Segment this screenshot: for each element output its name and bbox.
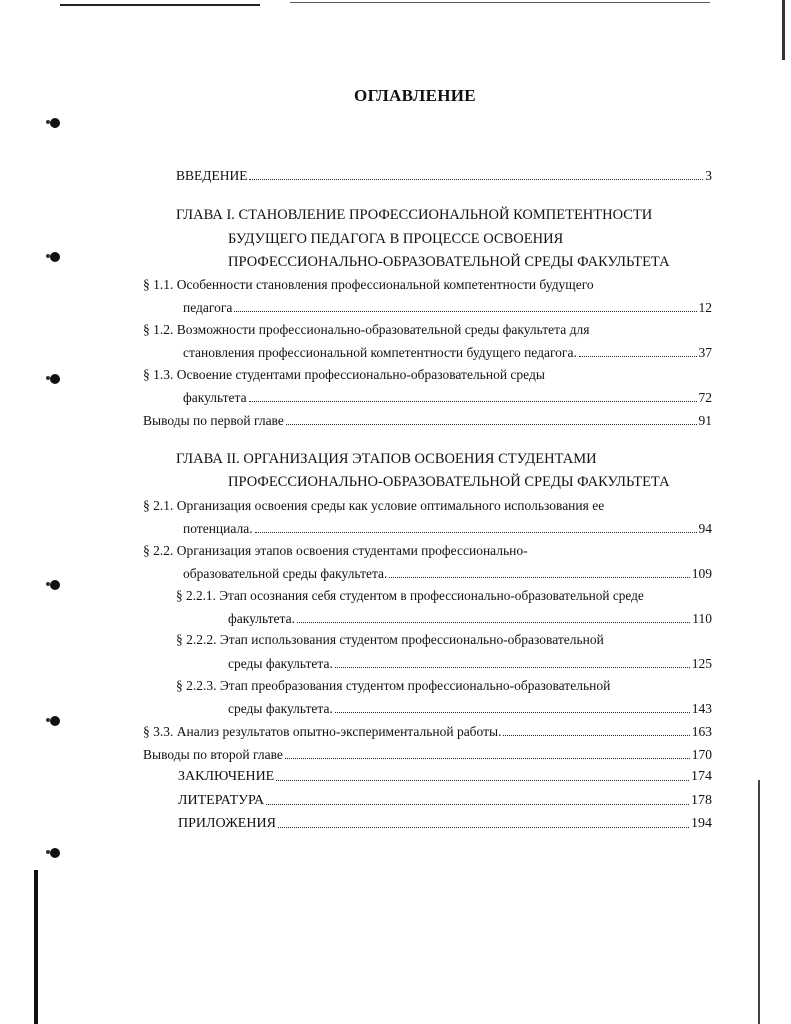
toc-label: педагога xyxy=(183,300,233,315)
toc-page: 125 xyxy=(691,656,712,671)
toc-entry-2-2-3-line1[interactable]: § 2.2.3. Этап преобразования студентом профессионально-образовательной xyxy=(176,678,611,693)
toc-page: 72 xyxy=(698,390,712,405)
toc-leader xyxy=(278,827,689,828)
chapter1-heading-line3: ПРОФЕССИОНАЛЬНО-ОБРАЗОВАТЕЛЬНОЙ СРЕДЫ ФАКУЛЬТЕТА xyxy=(228,254,670,270)
toc-leader xyxy=(389,577,689,578)
toc-label: среды факультета. xyxy=(228,656,333,671)
toc-entry-2-2[interactable] xyxy=(183,566,712,582)
toc-entry-appendices[interactable] xyxy=(178,816,712,832)
toc-leader xyxy=(297,622,690,623)
toc-entry-1-3-line1[interactable]: § 1.3. Освоение студентами профессионально-образовательной среды xyxy=(143,367,545,382)
toc-page: 143 xyxy=(691,701,712,716)
toc-entry-1-1-line1[interactable]: § 1.1. Особенности становления профессиональной компетентности будущего xyxy=(143,277,594,292)
toc-page: 12 xyxy=(698,300,712,315)
toc-label: факультета xyxy=(183,390,247,405)
toc-leader xyxy=(234,311,696,312)
toc-label: ЛИТЕРАТУРА xyxy=(178,793,265,808)
toc-entry-1-1[interactable] xyxy=(183,300,712,316)
toc-entry-2-2-1[interactable] xyxy=(228,611,712,627)
toc-leader xyxy=(255,532,697,533)
toc-leader xyxy=(579,356,697,357)
chapter1-heading-line1: ГЛАВА I. СТАНОВЛЕНИЕ ПРОФЕССИОНАЛЬНОЙ КОМПЕТЕНТНОСТИ xyxy=(176,207,653,223)
toc-entry-2-2-1-line1[interactable]: § 2.2.1. Этап осознания себя студентом в профессионально-образовательной среде xyxy=(176,588,644,603)
toc-leader xyxy=(335,667,690,668)
toc-entry-3-3[interactable] xyxy=(143,724,712,740)
scan-edge-line xyxy=(34,870,38,1024)
chapter1-heading-line2: БУДУЩЕГО ПЕДАГОГА В ПРОЦЕССЕ ОСВОЕНИЯ xyxy=(228,231,564,247)
toc-entry-literature[interactable] xyxy=(178,793,712,809)
toc-entry-1-2-line1[interactable]: § 1.2. Возможности профессионально-образовательной среды факультета для xyxy=(143,322,590,337)
toc-label: ЗАКЛЮЧЕНИЕ xyxy=(178,769,275,784)
toc-entry-conclusions-2[interactable] xyxy=(143,747,712,763)
toc-label: среды факультета. xyxy=(228,701,333,716)
toc-leader xyxy=(285,758,690,759)
scan-edge-line xyxy=(782,0,785,60)
toc-label: Выводы по второй главе xyxy=(143,747,283,762)
toc-label: образовательной среды факультета. xyxy=(183,566,388,581)
toc-entry-2-2-2-line1[interactable]: § 2.2.2. Этап использования студентом профессионально-образовательной xyxy=(176,632,604,647)
toc-leader xyxy=(249,401,697,402)
toc-label: потенциала. xyxy=(183,521,253,536)
toc-label: ВВЕДЕНИЕ xyxy=(176,168,248,183)
scan-edge-line xyxy=(758,780,760,1024)
toc-page: 94 xyxy=(698,521,712,536)
toc-entry-2-1[interactable] xyxy=(183,521,712,537)
toc-entry-2-1-line1[interactable]: § 2.1. Организация освоения среды как условие оптимального использования ее xyxy=(143,498,605,513)
toc-entry-1-3[interactable] xyxy=(183,390,712,406)
punch-hole-icon xyxy=(50,580,60,590)
toc-leader xyxy=(286,424,697,425)
toc-label: § 3.3. Анализ результатов опытно-экспериментальной работы. xyxy=(143,724,502,739)
punch-hole-icon xyxy=(50,716,60,726)
chapter2-heading-line1: ГЛАВА II. ОРГАНИЗАЦИЯ ЭТАПОВ ОСВОЕНИЯ СТУДЕНТАМИ xyxy=(176,451,597,467)
toc-leader xyxy=(335,712,690,713)
toc-leader xyxy=(266,804,689,805)
toc-entry-conclusion[interactable] xyxy=(178,769,712,785)
toc-page: 163 xyxy=(691,724,712,739)
scan-edge-line xyxy=(290,2,710,3)
toc-entry-conclusions-1[interactable] xyxy=(143,413,712,429)
toc-label: факультета. xyxy=(228,611,295,626)
toc-entry-intro[interactable] xyxy=(176,168,712,184)
toc-label: становления профессиональной компетентности будущего педагога. xyxy=(183,345,577,360)
chapter2-heading-line2: ПРОФЕССИОНАЛЬНО-ОБРАЗОВАТЕЛЬНОЙ СРЕДЫ ФАКУЛЬТЕТА xyxy=(228,474,670,490)
toc-label: ПРИЛОЖЕНИЯ xyxy=(178,816,276,831)
toc-page: 170 xyxy=(691,747,712,762)
punch-hole-icon xyxy=(50,374,60,384)
toc-label: Выводы по первой главе xyxy=(143,413,284,428)
toc-page: 37 xyxy=(698,345,712,360)
toc-leader xyxy=(503,735,689,736)
punch-hole-icon xyxy=(50,118,60,128)
toc-entry-2-2-2[interactable] xyxy=(228,656,712,672)
toc-page: 109 xyxy=(691,566,712,581)
toc-page: 3 xyxy=(705,168,712,183)
scan-edge-line xyxy=(60,4,260,6)
punch-hole-icon xyxy=(50,848,60,858)
toc-page: 194 xyxy=(691,816,712,831)
toc-page: 110 xyxy=(692,611,712,626)
punch-hole-icon xyxy=(50,252,60,262)
toc-leader xyxy=(276,780,689,781)
toc-leader xyxy=(249,179,703,180)
page-title: ОГЛАВЛЕНИЕ xyxy=(354,86,476,105)
toc-page: 91 xyxy=(698,413,712,428)
toc-page: 174 xyxy=(691,769,712,784)
toc-entry-2-2-3[interactable] xyxy=(228,701,712,717)
toc-page: 178 xyxy=(691,793,712,808)
toc-entry-1-2[interactable] xyxy=(183,345,712,361)
toc-entry-2-2-line1[interactable]: § 2.2. Организация этапов освоения студентами профессионально- xyxy=(143,543,528,558)
